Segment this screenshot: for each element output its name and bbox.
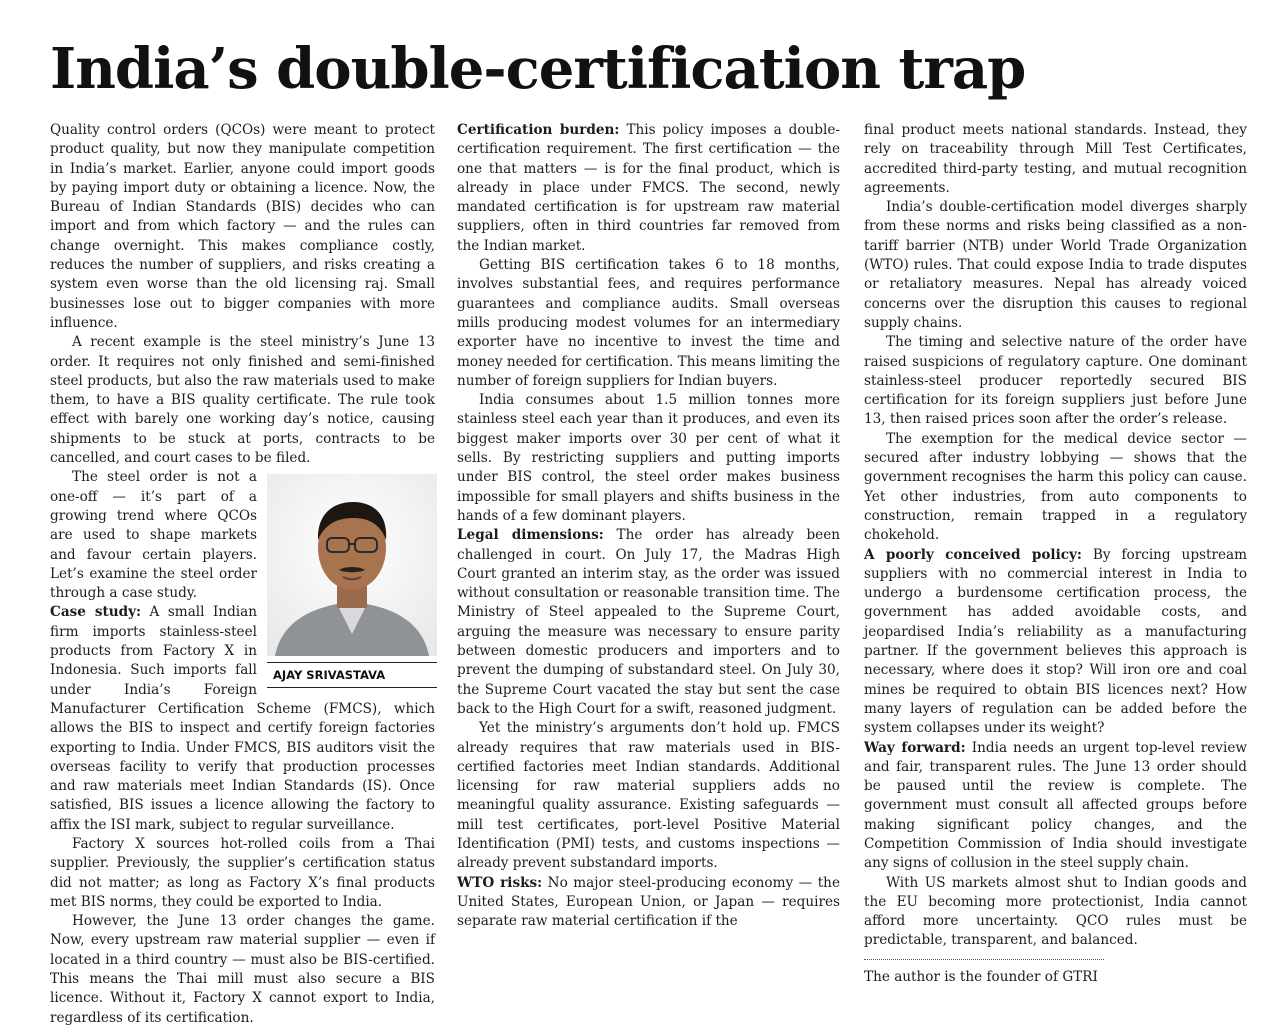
paragraph-text: This policy imposes a double-certification requirement. The first certification — the one that matters — is for the final product, which is already in place under FMCS. The second, newly mandated certification is for upstream raw material suppliers, often in third countries far removed from the Indian market.	[457, 122, 840, 254]
author-photo	[267, 474, 437, 688]
author-portrait-image	[267, 474, 437, 656]
paragraph-text: No major steel-producing economy — the United States, European Union, or Japan — requires separate raw material certification if the	[457, 874, 840, 930]
paragraph: Factory X sources hot-rolled coils from a Thai supplier. Previously, the supplier’s certification status did not matter; as long as Factory X’s final products met BIS norms, they could be exported to India.	[50, 835, 435, 910]
paragraph: With US markets almost shut to Indian goods and the EU becoming more protectionist, India cannot afford more uncertainty. QCO rules must be predictable, transparent, and balanced.	[864, 874, 1247, 949]
author-note: The author is the founder of GTRI	[864, 968, 1098, 985]
subhead-certification-burden: Certification burden:	[457, 122, 620, 138]
headline: India’s double-certification trap	[50, 36, 1026, 102]
paragraph: India consumes about 1.5 million tonnes more stainless steel each year than it produces, and even its biggest maker imports over 30 per cent of what it sells. By restricting suppliers and putting imports under BIS control, the steel order makes business impossible for small players and shifts business in the hands of a few dominant players.	[457, 392, 840, 524]
paragraph-text: India needs an urgent top-level review and fair, transparent rules. The June 13 order should be paused until the review is complete. The government must consult all affected groups before making significant policy changes, and the Competition Commission of India should investigate any signs of collusion in the steel supply chain.	[864, 739, 1248, 872]
paragraph-text: A small Indian firm imports stainless-steel products from Factory X in Indonesia. Such imports fall under India’s Foreign Manufacturer Certification Scheme (FMCS), which allows the BIS to inspect and certify foreign factories exporting to India. Under FMCS, BIS auditors visit the overseas facility to verify that production processes and raw materials meet Indian Standards (IS). Once satisfied, BIS issues a licence allowing the factory to affix the ISI mark, subject to regular surveillance.	[50, 604, 435, 833]
subhead-wto-risks: WTO risks:	[457, 874, 543, 891]
article-column-2	[457, 121, 840, 1011]
paragraph: However, the June 13 order changes the game. Now, every upstream raw material supplier — even if located in a third country — must also be BIS-certified. This means the Thai mill must also secure a BIS licence. Without it, Factory X cannot export to India, regardless of its certification.	[50, 913, 435, 1026]
paragraph	[864, 546, 1247, 739]
paragraph: The timing and selective nature of the order have raised suspicions of regulatory capture. One dominant stainless-steel producer reportedly secured BIS certification for its foreign suppliers just before June 13, then raised prices soon after the order’s release.	[864, 334, 1247, 428]
paragraph-text: The steel order is not a one-off — it’s part of a growing trend where QCOs are used to shape markets and favour certain players. Let’s examine the steel order through a case study.	[50, 469, 257, 602]
paragraph: A recent example is the steel ministry’s June 13 order. It requires not only finished and semi-finished steel products, but also the raw materials used to make them, to have a BIS quality certificate. The rule took effect with barely one working day’s notice, causing shipments to be stuck at ports, contracts to be cancelled, and court cases to be filed.	[50, 334, 435, 467]
paragraph-text: The order has already been challenged in court. On July 17, the Madras High Court granted an interim stay, as the order was issued without consultation or reasonable transition time. The Ministry of Steel appealed to the Supreme Court, arguing the measure was necessary to ensure parity between domestic producers and importers and to prevent the dumping of substandard steel. On July 30, the Supreme Court vacated the stay but sent the case back to the High Court for a swift, reasoned judgment.	[457, 527, 840, 717]
paragraph	[457, 121, 840, 256]
paragraph-text: By forcing upstream suppliers with no commercial interest in India to undergo a burdensome certification process, the government has added avoidable costs, and jeopardised India’s reliability as a manufacturing partner. If the government believes this approach is necessary, where does it stop? Will iron ore and coal mines be required to obtain BIS licences next? How many layers of regulation can be added before the system collapses under its weight?	[864, 546, 1247, 737]
subhead-case-study: Case study:	[50, 604, 142, 621]
paragraph	[457, 526, 840, 719]
paragraph: Getting BIS certification takes 6 to 18 months, involves substantial fees, and requires performance guarantees and compliance audits. Small overseas mills producing modest volumes for an intermediary exporter have no incentive to invest the time and money needed for certification. This means limiting the number of foreign suppliers for Indian buyers.	[457, 257, 841, 389]
subhead-way-forward: Way forward:	[864, 739, 966, 756]
paragraph: India’s double-certification model diverges sharply from these norms and risks being classified as a non-tariff barrier (NTB) under World Trade Organization (WTO) rules. That could expose India to trade disputes or retaliatory measures. Nepal has already voiced concerns over the disruption this causes to regional supply chains.	[864, 199, 1247, 331]
article-column-3	[864, 121, 1247, 1011]
paragraph: The exemption for the medical device sector — secured after industry lobbying — shows that the government recognises the harm this policy can cause. Yet other industries, from auto components to construction, remain trapped in a regulatory chokehold.	[864, 430, 1247, 544]
subhead-poorly-conceived-policy: A poorly conceived policy:	[864, 546, 1082, 563]
paragraph: Yet the ministry’s arguments don’t hold up. FMCS already requires that raw materials used in BIS-certified factories meet Indian standards. Additional licensing for raw material suppliers adds no meaningful quality assurance. Existing safeguards — mill test certificates, port-level Positive Material Identification (PMI) tests, and customs inspections — already prevent substandard imports.	[457, 720, 840, 872]
paragraph	[457, 874, 840, 932]
subhead-legal-dimensions: Legal dimensions:	[457, 527, 604, 544]
paragraph: final product meets national standards. Instead, they rely on traceability through Mill Test Certificates, accredited third-party testing, and mutual recognition agreements.	[864, 122, 1247, 196]
paragraph	[50, 468, 435, 683]
author-byline: AJAY SRIVASTAVA	[267, 662, 437, 688]
article-column-1	[50, 121, 435, 1026]
paragraph: Quality control orders (QCOs) were meant to protect product quality, but now they manipulate competition in India’s market. Earlier, anyone could import goods by paying import duty or obtaining a licence. Now, the Bureau of Indian Standards (BIS) decides who can import and from which factory — and the rules can change overnight. This makes compliance costly, reduces the number of suppliers, and risks creating a system even worse than the old licensing raj. Small businesses lose out to bigger companies with more influence.	[50, 122, 435, 331]
paragraph	[864, 739, 1247, 874]
author-note-divider	[864, 959, 1104, 960]
